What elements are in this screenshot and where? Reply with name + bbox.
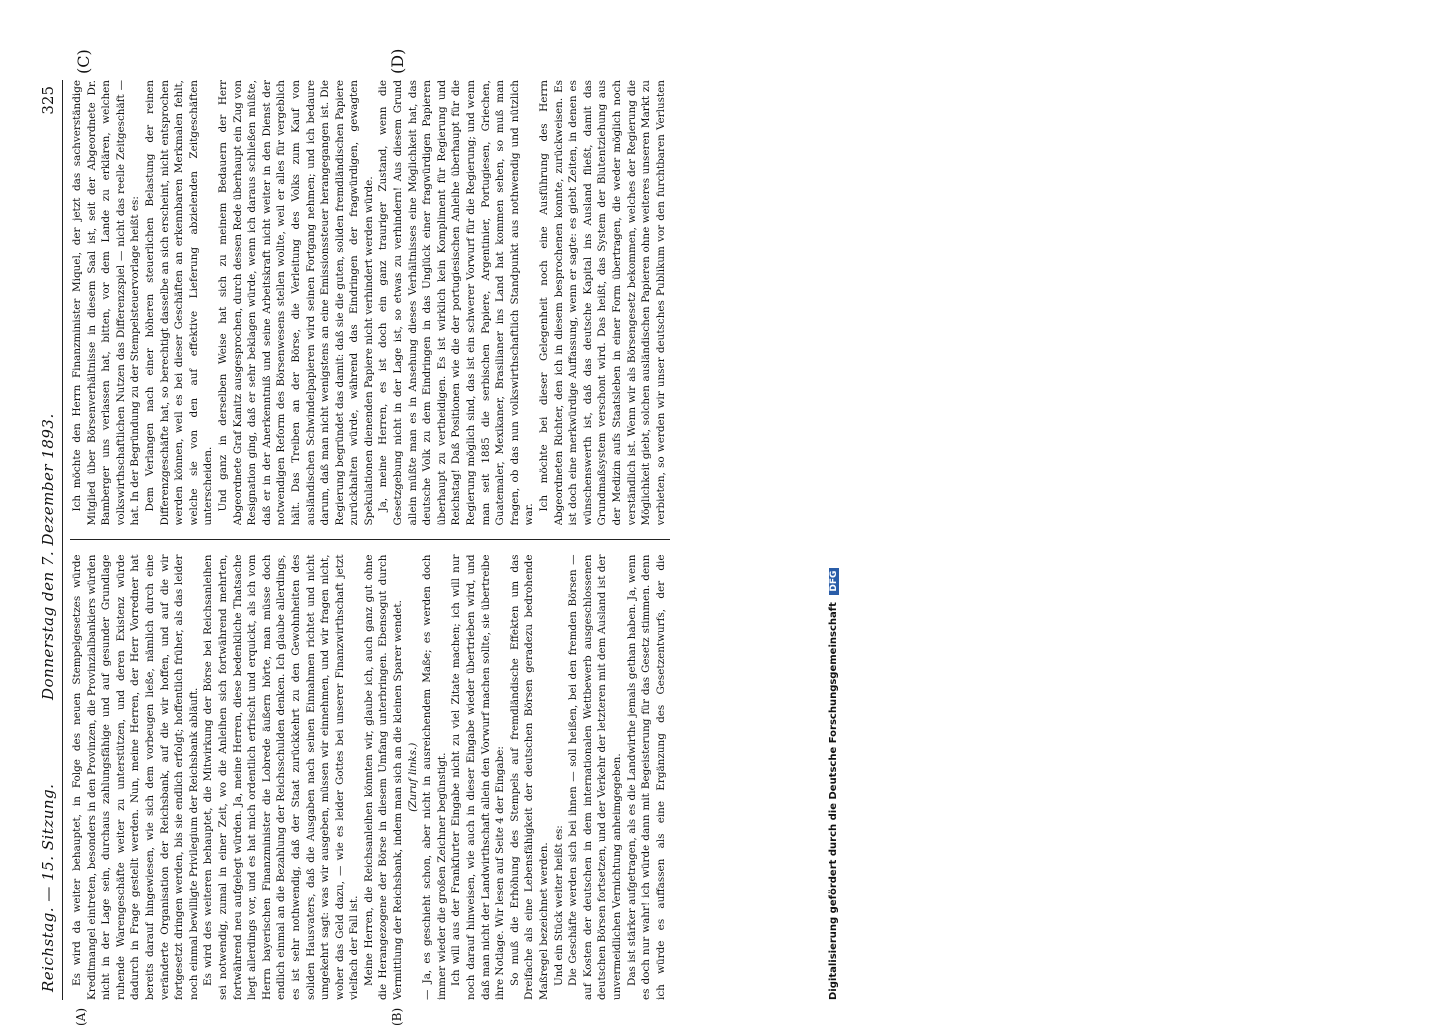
column-rule	[70, 540, 670, 541]
text-columns	[70, 80, 670, 1000]
paragraph: Es wird da weiter behauptet, in Folge des neuen Stempelgesetzes würde Kreditmangel eintreten, besonders in den Provinzen, die Provinzialbankiers würden nicht in der Lage sein, durchaus zahlungsfähige und auf gesunder Grundlage ruhende Warengeschäfte weiter zu unterstützen, und deren Existenz würde dadurch in Frage gestellt werden. Nun, meine Herren, der Herr Vorredner hat bereits darauf hingewiesen, wie sich dem vorbeugen ließe, nämlich durch eine veränderte Organisation der Reichsbank, auf die wir hoffen, und auf die wir fortgesetzt dringen werden, bis sie endlich erfolgt; hoffentlich früher, als das leider noch einmal bewilligte Privilegium der Reichsbank abläuft.	[71, 554, 200, 1000]
paragraph: — Ja, es geschieht schon, aber nicht in ausreichendem Maße; es werden doch immer wieder die großen Zeichner begünstigt.	[421, 554, 448, 1000]
session-date: Donnerstag den 7. Dezember 1893.	[39, 413, 57, 700]
text-column-left	[70, 555, 670, 1001]
paragraph: Ich will aus der Frankfurter Eingabe nicht zu viel Zitate machen; ich will nur noch darauf hinweisen, wie auch in dieser Eingabe wieder übertrieben wird, und daß man nicht der Landwirthschaft allein den Vorwurf machen sollte, sie übertreibe ihre Notlage. Wir lesen auf Seite 4 der Eingabe:	[450, 554, 507, 1000]
paragraph: Das ist stärker aufgetragen, als es die Landwirthe jemals gethan haben. Ja, wenn es doch nur wahr! ich würde dann mit Begeisterung für das Gesetz stimmen. denn ich würde es auffassen als eine Ergänzung des Gesetzentwurfs, der die	[625, 554, 667, 1000]
paragraph: Ich möchte den Herrn Finanzminister Miquel, der jetzt das sachverständige Mitglied über Börsenverhältnisse in diesem Saal ist, seit der Abgeordnete Dr. Bamberger uns verlassen hat, bitten, vor dem Lande zu erklären, welchen volkswirthschaftlichen Nutzen das Differenzspiel — nicht das reelle Zeitgeschäft — hat. In der Begründung zu der Stempelsteuervorlage heißt es:	[71, 80, 142, 526]
running-title: Reichstag. — 15. Sitzung.	[39, 783, 57, 992]
dfg-logo: DFG	[829, 568, 839, 595]
text-column-right	[70, 80, 670, 526]
paragraph: Es wird des weiteren behauptet, die Mitwirkung der Börse bei Reichsanleihen sei notwendig, zumal in einer Zeit, wo die Anleihen sich fortwährend mehrten, fortwährend neu aufgelegt würden. Ja, meine Herren, diese bedenkliche Thatsache liegt allerdings vor, und es hat mich ordentlich erfrischt und erquickt, als ich vom Herrn bayerischen Finanzminister die Lobrede äußern hörte, man müsse doch endlich einmal an die Bezahlung der Reichsschulden denken. Ich glaube allerdings, es ist sehr nothwendig, daß der Staat zurückkehrt zu den Gewohnheiten des soliden Hausvaters, daß die Ausgaben nach seinen Einnahmen richtet und nicht umgekehrt sagt: was wir ausgeben, müssen wir einnehmen, und wir fragen nicht, woher das Geld dazu, — wie es leider Gottes bei unserer Finanzwirthschaft jetzt vielfach der Fall ist.	[202, 554, 361, 1000]
margin-mark-d: (D)	[388, 48, 407, 74]
paragraph: Ich möchte bei dieser Gelegenheit noch eine Ausführung des Herrn Abgeordneten Richter, den ich in diesem besprochenen konnte, zurückweisen. Es ist doch eine merkwürdige Auffassung, wenn er sagte: es giebt Zeiten, in denen es wünschenswerth ist, daß das deutsche Kapital ins Ausland fließt, damit das Grundmaßsystem verschont wird. Das heißt, das System der Blutentziehung aus der Medizin aufs Staatsleben in einer Form übertragen, die weder möglich noch verständlich ist. Wenn wir als Börsengesetz bekommen, welches der Regierung die Möglichkeit giebt, solchen ausländischen Papieren ohne weiteres unseren Markt zu verbieten, so werden wir unser deutsches Publikum vor den furchtbaren Verlusten	[538, 80, 667, 526]
page-number: 325	[39, 86, 57, 115]
dfg-sidebar	[828, 0, 1430, 1000]
paragraph: So muß die Erhöhung des Stempels auf fremdländische Effekten um das Dreifache als eine Lebensfähigkeit der deutschen Börsen geradezu bedrohende Maßregel bezeichnet werden.	[508, 554, 550, 1000]
paragraph: Dem Verlangen nach einer höheren steuerlichen Belastung der reinen Differenzgeschäfte hat, so berechtigt dasselbe an sich erscheint, nicht entsprochen werden können, weil es bei dieser Geschäften an erkennbaren Merkmalen fehlt, welche sie von den auf effektive Lieferung abzielenden Zeitgeschäften unterscheiden.	[143, 80, 215, 526]
header-rule	[62, 80, 63, 1000]
scanned-page	[36, 48, 1376, 1026]
paragraph: (Zuruf links.)	[406, 742, 419, 812]
paragraph: Ja, meine Herren, es ist doch ein ganz trauriger Zustand, wenn die Gesetzgebung nicht in der Lage ist, so etwas zu verhindern! Aus diesem Grund allein müßte man es in Ansehung dieses Verhältnisses eine Möglichkeit hat, das deutsche Volk zu dem Eindringen in das Unglück einer fragwürdigen Papieren überhaupt zu vertheidigen. Es ist wirklich kein Kompliment für Regierung und Reichstag! Daß Positionen wie die der portugiesischen Anleihe überhaupt für die Regierung möglich sind, das ist ein schwerer Vorwurf für die Regierung; und wenn man seit 1885 die serbischen Papiere, Argentinier, Portugiesen, Griechen, Guatemaler, Mexikaner, Brasilianer ins Land hat kommen sehen, so muß man fragen, ob das nun volkswirthschaftlich Standpunkt aus nothwendig und nützlich war.	[377, 80, 536, 526]
paragraph: Und ganz in derselben Weise hat sich zu meinem Bedauern der Herr Abgeordnete Graf Kanitz ausgesprochen, durch dessen Rede überhaupt ein Zug von Resignation ging, daß er sehr beklagen würde, wenn ich daraus schließen müßte, daß er in der Anerkenntniß und seine Arbeitskraft nicht weiter in den Dienst der notwendigen Reform des Börsenwesens stellen wollte, weil er alles für vergeblich hält. Das Treiben an der Börse, die Verleitung des Volks zum Kauf von ausländischen Schwindelpapieren wird seinen Fortgang nehmen; und ich bedaure darum, daß man nicht wenigstens an eine Emissionssteuer herangegangen ist. Die Regierung begründet das damit: daß sie die guten, soliden fremdländischen Papiere zurückhalten würde, während das Eindringen der fragwürdigen, gewagten Spekulationen dienenden Papiere nicht verhindert werden würde.	[216, 80, 375, 526]
margin-mark-b: (B)	[390, 1007, 404, 1026]
dfg-note: Digitalisierung gefördert durch die Deutsche Forschungsgemeinschaft	[828, 602, 839, 1000]
margin-marks-left	[70, 1006, 670, 1026]
paragraph: Die Geschäfte werden sich bei ihnen — soll heißen, bei den fremden Börsen — auf Kosten der deutschen in dem internationalen Wettbewerb ausgeschlossenen deutschen Börsen fortsetzen, und der Verkehr der letzteren mit dem Ausland ist der unvermeidlichen Vernichtung anheimgegeben.	[567, 554, 623, 1000]
paragraph: Meine Herren, die Reichsanleihen könnten wir, glaube ich, auch ganz gut ohne die Herangezogene der Börse in diesem Umfang unterbringen. Ebensogut durch Vermittlung der Reichsbank, indem man sich an die kleinen Sparer wendet.	[362, 554, 405, 1000]
dfg-credit	[828, 400, 839, 1000]
paragraph: Und ein Stück weiter heißt es:	[552, 825, 565, 986]
margin-mark-a: (A)	[74, 1007, 88, 1026]
margin-mark-c: (C)	[74, 49, 93, 74]
page-header	[36, 80, 60, 1000]
